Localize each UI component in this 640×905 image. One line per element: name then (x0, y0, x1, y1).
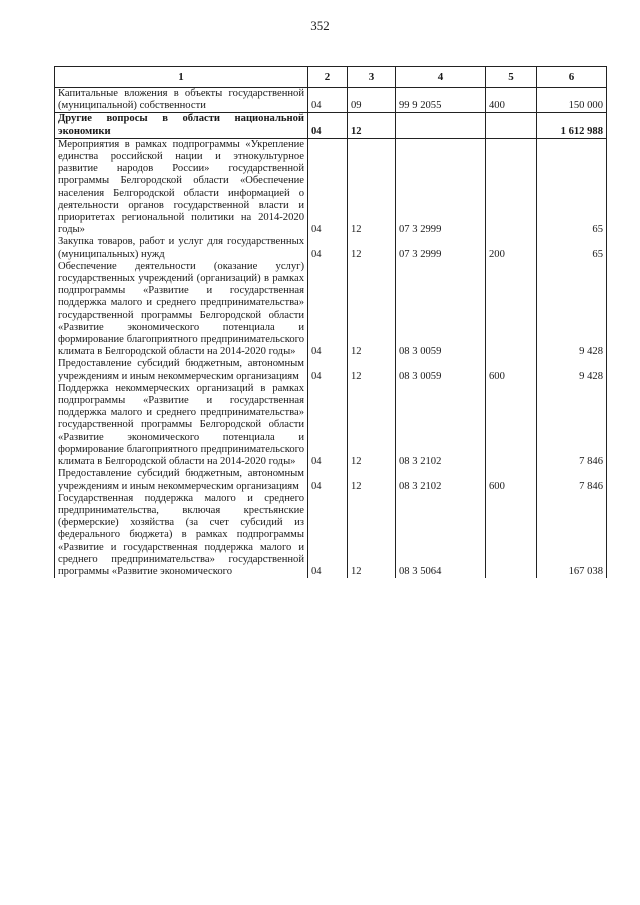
budget-table (54, 66, 607, 578)
row-amount: 9 428 (537, 358, 607, 382)
row-amount: 150 000 (537, 88, 607, 113)
row-expense-type (486, 261, 537, 359)
row-section-code: 04 (308, 88, 348, 113)
page-number: 352 (310, 18, 330, 33)
row-subsection-code: 12 (348, 113, 396, 138)
row-subsection-code: 12 (348, 261, 396, 359)
row-description: Предоставление субсидий бюджетным, автономным учреждениям и иным некоммерческим организациям (55, 358, 308, 382)
row-amount: 1 612 988 (537, 113, 607, 138)
row-target-code: 07 3 2999 (396, 236, 486, 260)
row-target-code: 08 3 0059 (396, 358, 486, 382)
table-row (55, 236, 607, 260)
row-subsection-code: 12 (348, 138, 396, 236)
table-row (55, 261, 607, 359)
row-expense-type: 600 (486, 468, 537, 492)
table-row (55, 358, 607, 382)
row-description: Закупка товаров, работ и услуг для государственных (муниципальных) нужд (55, 236, 308, 260)
row-description: Поддержка некоммерческих организаций в рамках подпрограммы «Развитие и государственная поддержка малого и среднего предпринимательства» государственной программы Белгородской области «Развитие экономического потенциала и формирование благоприятного предпринимательского климата в Белгородской области на 2014-2020 годы» (55, 383, 308, 468)
table-row (55, 138, 607, 236)
row-subsection-code: 12 (348, 236, 396, 260)
row-subsection-code: 12 (348, 468, 396, 492)
row-subsection-code: 12 (348, 493, 396, 578)
row-section-code: 04 (308, 468, 348, 492)
column-header-2: 2 (308, 67, 348, 88)
row-description: Предоставление субсидий бюджетным, автономным учреждениям и иным некоммерческим организациям (55, 468, 308, 492)
row-target-code: 08 3 2102 (396, 383, 486, 468)
row-expense-type: 200 (486, 236, 537, 260)
row-expense-type (486, 383, 537, 468)
row-subsection-code: 12 (348, 358, 396, 382)
row-section-code: 04 (308, 261, 348, 359)
row-expense-type (486, 138, 537, 236)
row-section-code: 04 (308, 383, 348, 468)
row-description: Капитальные вложения в объекты государственной (муниципальной) собственности (55, 88, 308, 113)
row-target-code: 99 9 2055 (396, 88, 486, 113)
row-expense-type (486, 113, 537, 138)
row-amount: 65 (537, 138, 607, 236)
row-subsection-code: 12 (348, 383, 396, 468)
row-description: Другие вопросы в области национальной экономики (55, 113, 308, 138)
row-amount: 65 (537, 236, 607, 260)
column-header-5: 5 (486, 67, 537, 88)
row-target-code: 08 3 2102 (396, 468, 486, 492)
row-amount: 7 846 (537, 468, 607, 492)
row-expense-type: 600 (486, 358, 537, 382)
row-amount: 167 038 (537, 493, 607, 578)
row-subsection-code: 09 (348, 88, 396, 113)
row-section-code: 04 (308, 138, 348, 236)
row-section-code: 04 (308, 493, 348, 578)
table-row (55, 493, 607, 578)
row-description: Обеспечение деятельности (оказание услуг) государственных учреждений (организаций) в рамках подпрограммы «Развитие и государственная поддержка малого и среднего предпринимательства» государственной программы Белгородской области «Развитие экономического потенциала и формирование благоприятного предпринимательского климата в Белгородской области на 2014-2020 годы» (55, 261, 308, 359)
column-header-4: 4 (396, 67, 486, 88)
row-section-code: 04 (308, 113, 348, 138)
column-header-1: 1 (55, 67, 308, 88)
row-target-code (396, 113, 486, 138)
row-description: Мероприятия в рамках подпрограммы «Укрепление единства российской нации и этнокультурное развитие народов России» государственной программы Белгородской области «Обеспечение населения Белгородской области информацией о деятельности органов государственной власти и приоритетах региональной политики на 2014-2020 годы» (55, 138, 308, 236)
table-header-row (55, 67, 607, 88)
table-row (55, 468, 607, 492)
row-expense-type: 400 (486, 88, 537, 113)
column-header-6: 6 (537, 67, 607, 88)
row-amount: 9 428 (537, 261, 607, 359)
row-section-code: 04 (308, 236, 348, 260)
table-row (55, 383, 607, 468)
table-row-section (55, 113, 607, 138)
row-target-code: 08 3 5064 (396, 493, 486, 578)
row-description: Государственная поддержка малого и среднего предпринимательства, включая крестьянские (фермерские) хозяйства (за счет субсидий из федерального бюджета) в рамках подпрограммы «Развитие и государственная поддержка малого и среднего предпринимательства» государственной программы «Развитие экономического (55, 493, 308, 578)
row-expense-type (486, 493, 537, 578)
row-target-code: 08 3 0059 (396, 261, 486, 359)
row-amount: 7 846 (537, 383, 607, 468)
row-section-code: 04 (308, 358, 348, 382)
column-header-3: 3 (348, 67, 396, 88)
table-row (55, 88, 607, 113)
row-target-code: 07 3 2999 (396, 138, 486, 236)
